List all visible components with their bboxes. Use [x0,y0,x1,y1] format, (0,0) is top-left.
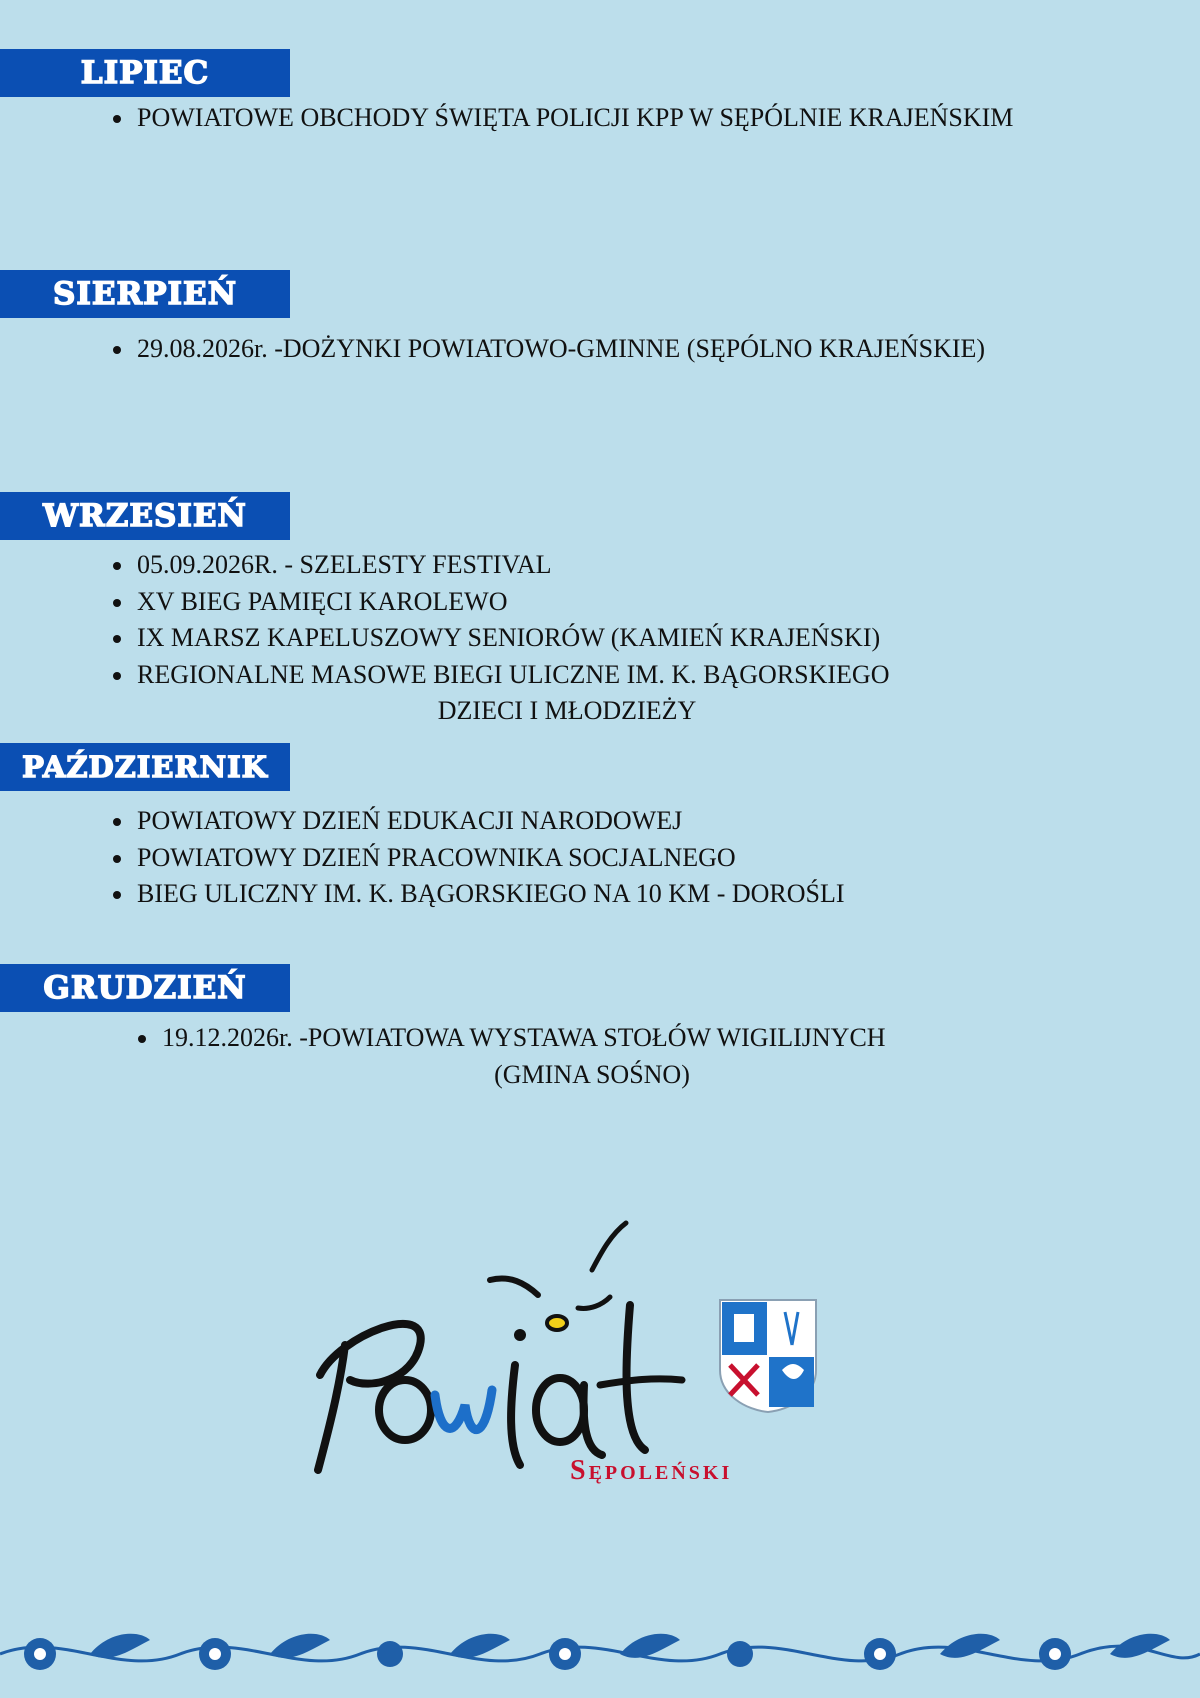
month-label-wrzesien: WRZESIEŃ [0,492,290,540]
powiat-wordmark-icon [310,1215,830,1495]
list-item: POWIATOWY DZIEŃ EDUKACJI NARODOWEJ [113,803,845,840]
event-list-lipiec [113,100,1013,137]
list-item: IX MARSZ KAPELUSZOWY SENIORÓW (KAMIEŃ KRAJEŃSKI) [113,620,1013,657]
event-list-sierpien [113,331,985,368]
event-list-grudzien [138,1020,1038,1093]
list-item: 29.08.2026r. -DOŻYNKI POWIATOWO-GMINNE (SĘPÓLNO KRAJEŃSKIE) [113,331,985,368]
event-list-wrzesien [113,547,1013,730]
list-item: BIEG ULICZNY IM. K. BĄGORSKIEGO NA 10 KM - DOROŚLI [113,876,845,913]
list-item: XV BIEG PAMIĘCI KAROLEWO [113,584,1013,621]
list-item: 05.09.2026R. - SZELESTY FESTIVAL [113,547,1013,584]
month-label-lipiec: LIPIEC [0,49,290,97]
month-label-sierpien: SIERPIEŃ [0,270,290,318]
list-item: 19.12.2026r. -POWIATOWA WYSTAWA STOŁÓW WIGILIJNYCH [138,1020,1038,1057]
month-label-grudzien: GRUDZIEŃ [0,964,290,1012]
list-item-continuation: (GMINA SOŚNO) [494,1059,690,1089]
powiat-logo [310,1215,830,1495]
event-list-pazdziernik [113,803,845,913]
list-item-continuation: DZIECI I MŁODZIEŻY [437,696,697,725]
month-label-pazdziernik: PAŹDZIERNIK [0,743,290,791]
list-item: POWIATOWY DZIEŃ PRACOWNIKA SOCJALNEGO [113,840,845,877]
list-item: REGIONALNE MASOWE BIEGI ULICZNE IM. K. BĄGORSKIEGO [113,657,1013,694]
powiat-subtitle: Sępoleński [570,1455,733,1486]
folk-ornament-border [0,1610,1200,1698]
list-item: POWIATOWE OBCHODY ŚWIĘTA POLICJI KPP W SĘPÓLNIE KRAJEŃSKIM [113,100,1013,137]
